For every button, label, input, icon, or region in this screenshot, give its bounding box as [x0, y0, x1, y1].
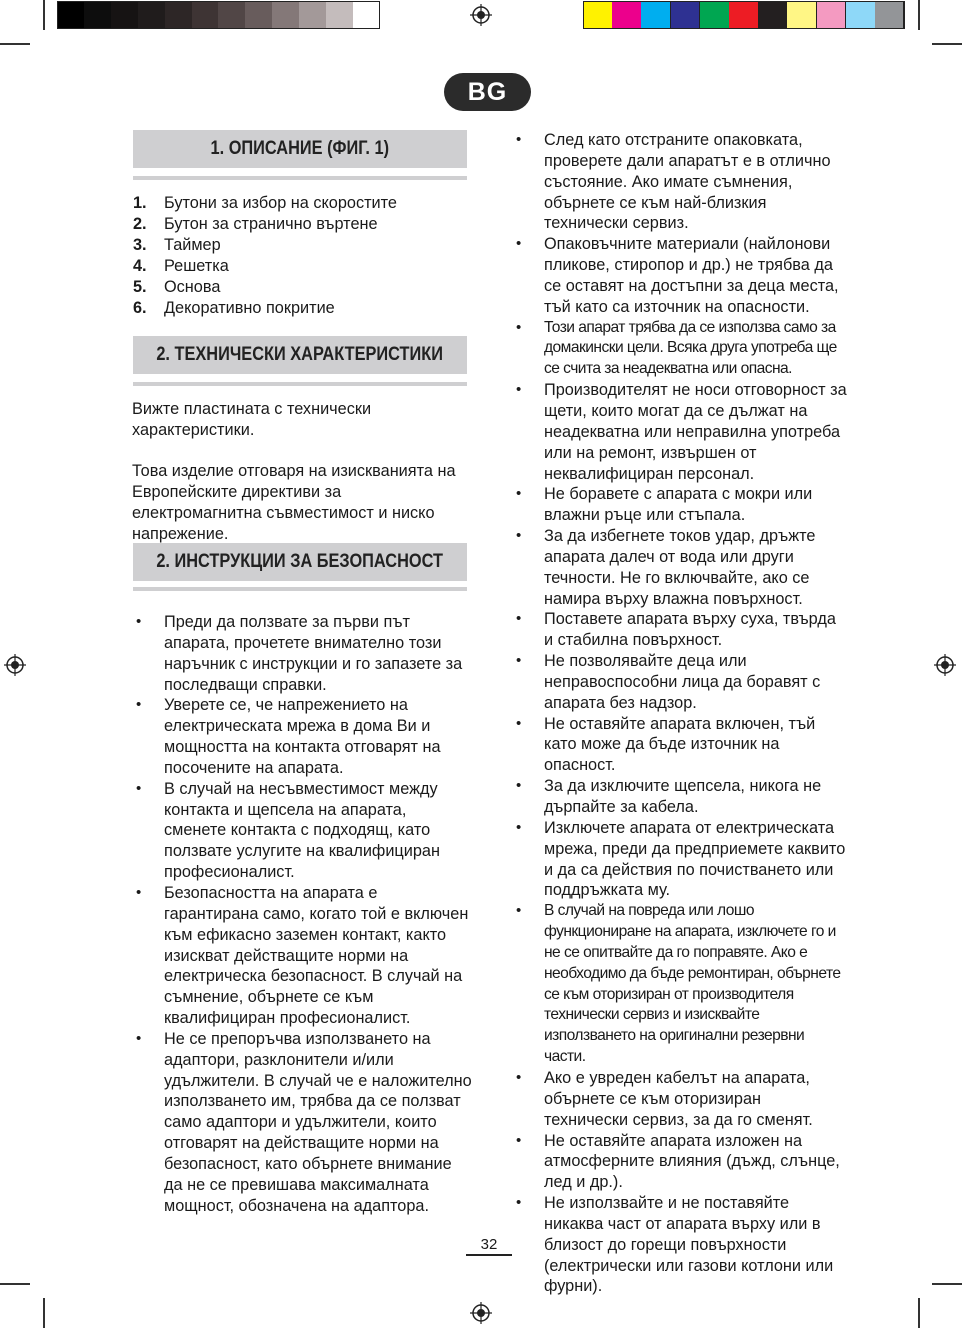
- safety-list-left: [133, 612, 473, 1216]
- safety-bullet: • Не използвайте и не поставяйте никаква част от апарата върху или в близост до горещи повърхности (електрически или газови котлони или фурни).: [513, 1193, 849, 1297]
- section-heading-description: 1. ОПИСАНИЕ (ФИГ. 1): [133, 130, 467, 168]
- item-number: 6.: [133, 298, 147, 317]
- crop-mark: [0, 43, 30, 45]
- safety-bullet: • Безопасността на апарата е гарантирана само, когато той е включен към ефикасно заземен контакт, както изискват действащите норми на електрическа безопасност. В случай на съмнение, обърнете се към квалифициран професионалист.: [133, 883, 473, 1029]
- technical-paragraph: Вижте пластината с технически характеристики.: [132, 400, 372, 439]
- item-label: Бутон за странично въртене: [164, 214, 378, 233]
- safety-bullet: • Ако е увреден кабелът на апарата, обърнете се към оторизиран технически сервиз, за да го сменят.: [513, 1068, 849, 1131]
- page-number: 32: [480, 1236, 498, 1253]
- crop-mark: [932, 43, 962, 45]
- safety-bullet: • За да изключите щепсела, никога не дърпайте за кабела.: [513, 776, 849, 818]
- item-number: 4.: [133, 256, 147, 275]
- parts-list: [133, 193, 469, 318]
- item-label: Таймер: [164, 235, 221, 254]
- parts-list-item: [133, 235, 469, 256]
- safety-bullet: • Изключете апарата от електрическата мрежа, преди да предприемете каквито и да са действия по почистването или поддръжката му.: [513, 818, 849, 901]
- safety-bullet: • Производителят не носи отговорност за щети, които могат да се дължат на неадекватна или неправилна употреба или на ремонт, извършен от неквалифициран персонал.: [513, 380, 849, 484]
- page-number-underline: [466, 1254, 512, 1256]
- safety-bullet: • Този апарат трябва да се използва само за домакински цели. Всяка друга употреба ще се счита за неадекватна или опасна.: [513, 318, 849, 381]
- registration-mark-icon: [470, 4, 492, 26]
- parts-list-item: [133, 214, 469, 235]
- registration-mark-icon: [470, 1302, 492, 1324]
- registration-mark-icon: [934, 654, 956, 676]
- safety-bullet: • След като отстраните опаковката, проверете дали апаратът е в отлично състояние. Ако имате съмнения, обърнете се към най-близкия технически сервиз.: [513, 130, 849, 234]
- section-divider: [133, 176, 467, 180]
- safety-bullet: • Поставете апарата върху суха, твърда и стабилна повърхност.: [513, 609, 849, 651]
- section-divider: [133, 587, 467, 591]
- crop-mark: [0, 1283, 30, 1285]
- safety-bullet: • За да избегнете токов удар, дръжте апарата далеч от вода или други течности. Не го включвайте, ако се намира върху влажна повърхност.: [513, 526, 849, 609]
- section-heading-technical: 2. ТЕХНИЧЕСКИ ХАРАКТЕРИСТИКИ: [133, 336, 467, 374]
- safety-bullet: • Не оставяйте апарата изложен на атмосферните влияния (дъжд, слънце, лед и др.).: [513, 1131, 849, 1194]
- safety-bullet: • Уверете се, че напрежението на електрическата мрежа в дома Ви и мощността на контакта отговарят на посочените на апарата.: [133, 695, 473, 778]
- color-bar-frame: [57, 1, 380, 29]
- safety-bullet: • Опаковъчните материали (найлонови пликове, стиропор и др.) не трябва да се оставят на достъпни за деца места, тъй като са източник на опасности.: [513, 234, 849, 317]
- safety-list-right: [513, 130, 849, 1297]
- item-label: Решетка: [164, 256, 229, 275]
- color-bar-frame: [583, 1, 904, 29]
- crop-mark: [918, 1298, 920, 1328]
- section-divider: [133, 382, 467, 386]
- parts-list-item: [133, 193, 469, 214]
- compliance-paragraph: Това изделие отговаря на изискванията на Европейските директиви за електромагнитна съвместимост и ниско напрежение.: [132, 462, 456, 543]
- crop-mark: [43, 1298, 45, 1328]
- registration-mark-icon: [4, 654, 26, 676]
- safety-bullet: • Преди да ползвате за първи път апарата, прочетете внимателно този наръчник с инструкции и го запазете за последващи справки.: [133, 612, 473, 695]
- item-label: Декоративно покритие: [164, 298, 335, 317]
- item-number: 2.: [133, 214, 147, 233]
- safety-bullet: • Не позволявайте деца или неправоспособни лица да боравят с апарата без надзор.: [513, 651, 849, 714]
- crop-mark: [43, 0, 45, 30]
- item-number: 5.: [133, 277, 147, 296]
- safety-bullet: • Не оставяйте апарата включен, тъй като може да бъде източник на опасност.: [513, 714, 849, 777]
- crop-mark: [932, 1283, 962, 1285]
- safety-bullet: • В случай на несъвместимост между контакта и щепсела на апарата, сменете контакта с подходящ, като ползвате услугите на квалифициран професионалист.: [133, 779, 473, 883]
- safety-bullet: • Не боравете с апарата с мокри или влажни ръце или стъпала.: [513, 484, 849, 526]
- safety-bullet: • В случай на повреда или лошо функциониране на апарата, изключете го и не се опитвайте да го поправяте. Ако е необходимо да бъде ремонтиран, обърнете се към оторизиран от производителя технически сервиз и изисквайте използването на оригинални резервни части.: [513, 901, 849, 1068]
- crop-mark: [918, 0, 920, 30]
- parts-list-item: [133, 256, 469, 277]
- section-heading-safety: 2. ИНСТРУКЦИИ ЗА БЕЗОПАСНОСТ: [133, 543, 467, 581]
- safety-bullet: • Не се препоръчва използването на адаптори, разклонители и/или удължители. В случай че е наложително използването им, трябва да се ползват само адаптори и удължители, които отговарят на действащите норми на безопасност, като обърнете внимание да не се превишава максималната мощност, обозначена на адаптора.: [133, 1029, 473, 1217]
- item-number: 1.: [133, 194, 147, 212]
- parts-list-item: [133, 298, 469, 319]
- language-badge: BG: [444, 73, 531, 111]
- item-label: Основа: [164, 277, 221, 296]
- parts-list-item: [133, 277, 469, 298]
- item-number: 3.: [133, 235, 147, 254]
- item-label: Бутони за избор на скоростите: [164, 194, 397, 212]
